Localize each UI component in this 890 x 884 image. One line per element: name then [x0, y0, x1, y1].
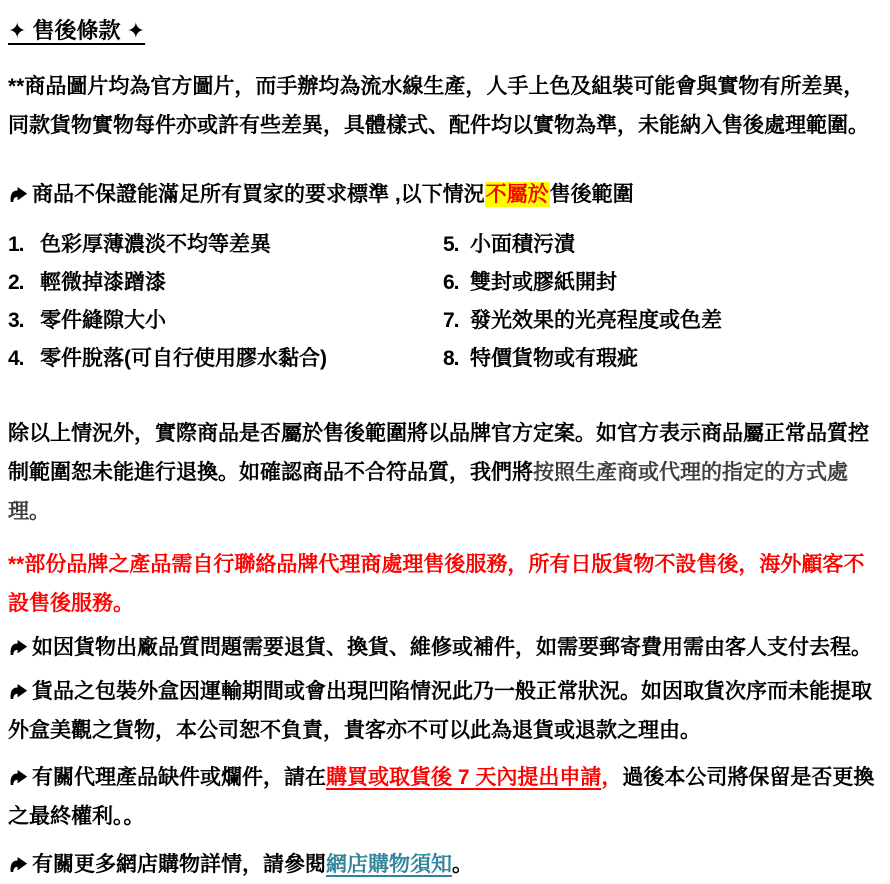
- list-item-number: 1.: [8, 233, 24, 256]
- more-info-prefix: 有關更多網店購物詳情，請參閱: [32, 853, 326, 876]
- list-item: [443, 264, 880, 302]
- not-covered-highlight: 不屬於: [485, 183, 549, 206]
- curved-right-arrow-icon: [8, 683, 28, 700]
- quality-paragraph: [8, 628, 880, 667]
- red-notice-paragraph: **部份品牌之產品需自行聯絡品牌代理商處理售後服務，所有日版貨物不設售後，海外顧客不設售後服務。: [8, 553, 865, 615]
- missing-parts-deadline-emphasis: 購買或取貨後 7 天內提出申請: [326, 766, 602, 789]
- packaging-paragraph: [8, 672, 880, 750]
- not-covered-heading: [8, 175, 880, 214]
- list-item: [443, 302, 880, 340]
- list-item-text: 特價貨物或有瑕疵: [470, 347, 638, 370]
- missing-parts-red-comma: ，: [601, 766, 623, 789]
- page-title: ✦ 售後條款 ✦: [8, 18, 146, 43]
- curved-right-arrow-icon: [8, 639, 28, 656]
- shopping-guide-link[interactable]: 網店購物須知: [326, 853, 452, 876]
- decision-gray-text: 按照生產商或代理的指定的方式處理。: [8, 461, 848, 523]
- list-item-text: 色彩厚薄濃淡不均等差異: [40, 233, 271, 256]
- list-item-number: 2.: [8, 271, 24, 294]
- list-item-text: 雙封或膠紙開封: [470, 271, 617, 294]
- decision-paragraph: [8, 414, 880, 531]
- curved-right-arrow-icon: [8, 186, 28, 203]
- not-covered-suffix: 售後範圍: [549, 183, 634, 206]
- list-item: [443, 340, 880, 378]
- packaging-text: 貨品之包裝外盒因運輸期間或會出現凹陷情況此乃一般正常狀況。如因取貨次序而未能提取外盒美觀之貨物，本公司恕不負責，貴客亦不可以此為退貨或退款之理由。: [8, 680, 872, 742]
- exclusion-list-left-column: [8, 226, 443, 378]
- curved-right-arrow-icon: [8, 769, 28, 786]
- exclusion-list-right-column: [443, 226, 880, 378]
- missing-parts-paragraph: [8, 758, 880, 836]
- exclusion-list: [8, 226, 880, 378]
- list-item: [8, 264, 443, 302]
- curved-right-arrow-icon: [8, 856, 28, 873]
- list-item: [443, 226, 880, 264]
- list-item-number: 3.: [8, 309, 24, 332]
- list-item-text: 發光效果的光亮程度或色差: [470, 309, 722, 332]
- list-item: [8, 340, 443, 378]
- list-item-number: 8.: [443, 347, 459, 370]
- list-item-text: 零件脫落(可自行使用膠水黏合): [40, 347, 327, 370]
- more-info-suffix: 。: [452, 853, 473, 876]
- missing-parts-suffix: 過後本公司將保留是否更換之最終權利。。: [8, 766, 875, 828]
- list-item-number: 5.: [443, 233, 459, 256]
- list-item-number: 4.: [8, 347, 24, 370]
- not-covered-prefix: 商品不保證能滿足所有買家的要求標準 ,以下情況: [32, 183, 485, 206]
- more-info-paragraph: [8, 845, 880, 884]
- list-item-text: 小面積污漬: [470, 233, 575, 256]
- missing-parts-prefix: 有關代理產品缺件或爛件，請在: [32, 766, 326, 789]
- decision-normal-text: 除以上情況外，實際商品是否屬於售後範圍將以品牌官方定案。如官方表示商品屬正常品質控制範圍恕未能進行退換。如確認商品不合符品質，我們將: [8, 422, 869, 484]
- list-item: [8, 302, 443, 340]
- intro-paragraph: **商品圖片均為官方圖片，而手辦均為流水線生產，人手上色及組裝可能會與實物有所差異，同款貨物實物每件亦或許有些差異，具體樣式、配件均以實物為準，未能納入售後處理範圍。: [8, 75, 869, 137]
- quality-text: 如因貨物出廠品質問題需要退貨、換貨、維修或補件，如需要郵寄費用需由客人支付去程。: [32, 636, 872, 659]
- list-item-number: 6.: [443, 271, 459, 294]
- list-item-number: 7.: [443, 309, 459, 332]
- list-item: [8, 226, 443, 264]
- list-item-text: 零件縫隙大小: [40, 309, 166, 332]
- list-item-text: 輕微掉漆蹭漆: [40, 271, 166, 294]
